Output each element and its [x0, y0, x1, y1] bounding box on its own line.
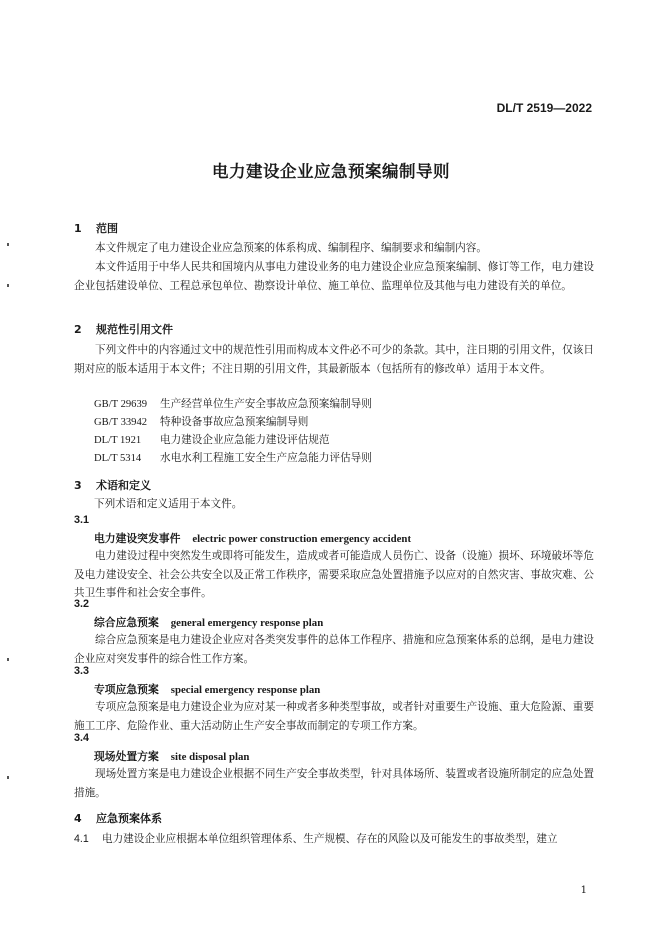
term-definition: 现场处置方案是电力建设企业根据不同生产安全事故类型，针对具体场所、装置或者设施所制定的应急处置措施。 [74, 768, 594, 799]
term-en: special emergency response plan [170, 684, 321, 696]
reference-item [94, 450, 372, 465]
section-number: 3 [74, 479, 82, 492]
scan-artifact [7, 658, 9, 661]
section-1-paragraph-2: 本文件适用于中华人民共和国境内从事电力建设业务的电力建设企业应急预案编制、修订等工作，电力建设企业包括建设单位、工程总承包单位、勘察设计单位、施工单位、监理单位及其他与电力建设有关的单位。 [74, 261, 594, 292]
clause-4-1 [74, 831, 594, 846]
term-en: general emergency response plan [170, 617, 324, 629]
section-number: 1 [74, 222, 82, 235]
reference-item [94, 414, 308, 429]
term-definition: 电力建设过程中突然发生或即将可能发生，造成或者可能造成人员伤亡、设备（设施）损坏、环境破坏等危及电力建设安全、社会公共安全以及正常工作秩序，需要采取应急处置措施予以应对的自然灾害、事故灾难、公共卫生事件和社会安全事件。 [74, 550, 594, 599]
section-1-paragraph-1: 本文件规定了电力建设企业应急预案的体系构成、编制程序、编制要求和编制内容。 [95, 242, 487, 254]
term-en: site disposal plan [170, 751, 250, 763]
term-cn: 综合应急预案 [94, 616, 159, 629]
section-number: 4 [74, 812, 82, 825]
section-4-heading [74, 810, 162, 826]
section-title: 规范性引用文件 [96, 323, 173, 336]
section-3-intro: 下列术语和定义适用于本文件。 [94, 498, 243, 510]
term-number: 3.4 [74, 732, 90, 744]
clause-number: 4.1 [74, 833, 89, 845]
section-2-heading [74, 321, 173, 337]
section-title: 术语和定义 [96, 479, 151, 492]
term-definition: 专项应急预案是电力建设企业为应对某一种或者多种类型事故，或者针对重要生产设施、重大危险源、重要施工工序、危险作业、重大活动防止生产安全事故而制定的专项工作方案。 [74, 701, 594, 732]
term-heading [94, 531, 411, 546]
scan-artifact [7, 243, 9, 246]
term-number: 3.3 [74, 665, 90, 677]
reference-name: 特种设备事故应急预案编制导则 [160, 416, 309, 428]
reference-item [94, 432, 330, 447]
section-number: 2 [74, 323, 82, 336]
section-2-paragraph-1: 下列文件中的内容通过文中的规范性引用而构成本文件必不可少的条款。其中，注日期的引用文件，仅该日期对应的版本适用于本文件；不注日期的引用文件，其最新版本（包括所有的修改单）适用于本文件。 [74, 344, 594, 375]
term-number: 3.1 [74, 514, 90, 526]
term-en: electric power construction emergency accident [192, 533, 412, 545]
term-heading [94, 682, 320, 697]
reference-code: GB/T 29639 [94, 399, 148, 410]
section-1-heading [74, 220, 118, 236]
scan-artifact [7, 776, 9, 779]
scan-artifact [7, 284, 9, 287]
reference-name: 电力建设企业应急能力建设评估规范 [160, 434, 330, 446]
reference-name: 生产经营单位生产安全事故应急预案编制导则 [160, 398, 372, 410]
term-cn: 专项应急预案 [94, 683, 159, 696]
section-title: 范围 [96, 222, 118, 235]
term-heading [94, 749, 249, 764]
page-number: 1 [580, 885, 587, 896]
reference-name: 水电水利工程施工安全生产应急能力评估导则 [160, 452, 372, 464]
standard-code: DL/T 2519—2022 [496, 101, 592, 115]
clause-text: 电力建设企业应根据本单位组织管理体系、生产规模、存在的风险以及可能发生的事故类型，建立 [102, 833, 558, 845]
term-number: 3.2 [74, 598, 90, 610]
term-definition: 综合应急预案是电力建设企业应对各类突发事件的总体工作程序、措施和应急预案体系的总纲，是电力建设企业应对突发事件的综合性工作方案。 [74, 634, 594, 665]
reference-item [94, 396, 372, 411]
section-title: 应急预案体系 [96, 812, 162, 825]
reference-code: DL/T 5314 [94, 453, 142, 464]
term-cn: 现场处置方案 [94, 750, 159, 763]
reference-code: DL/T 1921 [94, 435, 142, 446]
term-cn: 电力建设突发事件 [94, 532, 181, 545]
term-heading [94, 615, 323, 630]
document-title: 电力建设企业应急预案编制导则 [212, 162, 450, 181]
reference-code: GB/T 33942 [94, 417, 148, 428]
section-3-heading [74, 477, 151, 493]
